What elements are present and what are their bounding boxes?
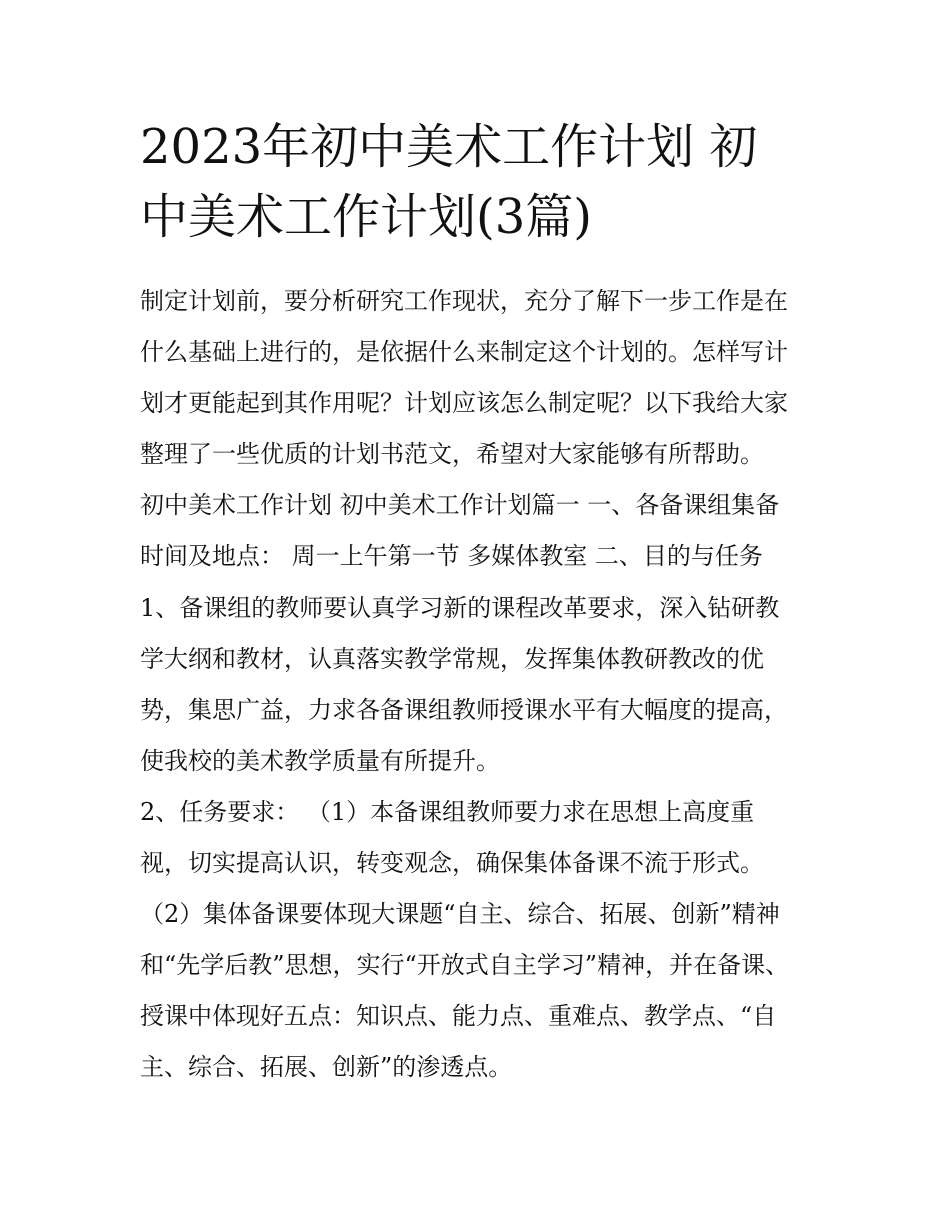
body-line: （2）集体备课要体现大课题“自主、综合、拓展、创新”精神 [140, 900, 780, 929]
body-line: 使我校的美术教学质量有所提升。 [140, 746, 500, 775]
body-line: 初中美术工作计划 初中美术工作计划篇一 一、各备课组集备 [140, 491, 780, 520]
body-line: 学大纲和教材，认真落实教学常规，发挥集体教研教改的优 [140, 644, 764, 673]
title-line: 中美术工作计划(3篇) [140, 189, 592, 245]
body-line: 视，切实提高认识，转变观念，确保集体备课不流于形式。 [140, 849, 764, 878]
body-line: 制定计划前，要分析研究工作现状，充分了解下一步工作是在 [140, 287, 788, 315]
body-line: 授课中体现好五点：知识点、能力点、重难点、教学点、“自 [140, 1002, 777, 1031]
body-line: 和“先学后教”思想，实行“开放式自主学习”精神，并在备课、 [140, 951, 790, 980]
title-line: 2023年初中美术工作计划 初 [140, 119, 758, 175]
document-title [140, 112, 820, 252]
body-line: 划才更能起到其作用呢？计划应该怎么制定呢？以下我给大家 [140, 389, 788, 418]
body-line: 势，集思广益，力求各备课组教师授课水平有大幅度的提高， [140, 695, 788, 724]
body-line: 整理了一些优质的计划书范文，希望对大家能够有所帮助。 [140, 440, 764, 469]
body-line: 主、综合、拓展、创新”的渗透点。 [140, 1053, 513, 1082]
body-line: 什么基础上进行的，是依据什么来制定这个计划的。怎样写计 [140, 338, 788, 367]
body-line: 1、备课组的教师要认真学习新的课程改革要求，深入钻研教 [140, 593, 780, 622]
body-line: 时间及地点： 周一上午第一节 多媒体教室 二、目的与任务 [140, 542, 763, 571]
body-line: 2、任务要求： （1）本备课组教师要力求在思想上高度重 [140, 797, 755, 826]
document-body [140, 276, 830, 1094]
